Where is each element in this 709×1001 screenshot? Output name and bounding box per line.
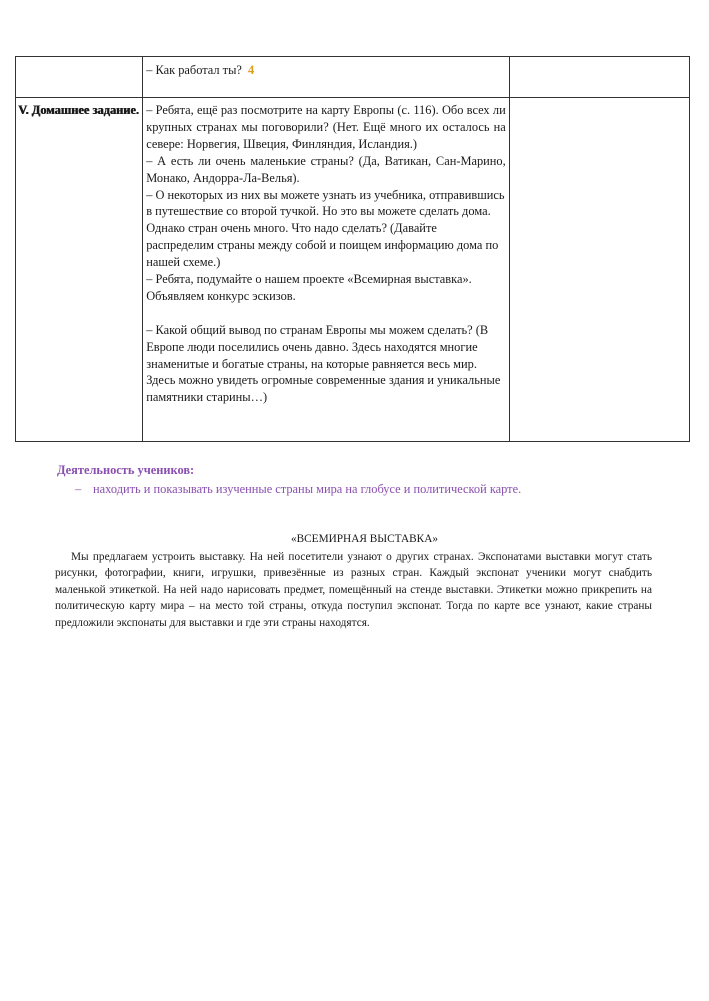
content-cell (143, 57, 510, 98)
paragraph: – Ребята, ещё раз посмотрите на карту Европы (с. 116). Обо всех ли крупных странах мы поговорили? (Нет. Ещё много их осталось на севере: Норвегия, Швеция, Финляндия, Исландия.) (146, 103, 506, 151)
content-cell (143, 98, 510, 442)
paragraph: – Какой общий вывод по странам Европы мы можем сделать? (В Европе люди поселились очень давно. Здесь находятся многие знаменитые и богатые страны, на которые равняется весь мир. Здесь можно увидеть огромные современные здания и уникальные памятники старины…) (146, 322, 501, 405)
notes-cell (509, 57, 689, 98)
list-item-text: находить и показывать изученные страны мира на глобусе и политической карте. (93, 482, 522, 496)
notes-text (510, 98, 689, 104)
activity-title: Деятельность учеников: (57, 463, 195, 477)
table-row (16, 57, 690, 98)
exhibition-section (55, 531, 652, 632)
section-title: «ВСЕМИРНАЯ ВЫСТАВКА» (290, 533, 439, 545)
section-text: Мы предлагаем устроить выставку. На ней посетители узнают о других странах. Экспонатами выставки могут стать рисунки, фотографии, книги, игрушки, привезённые из разных стран. Каждый экспонат ученики могут снабдить маленькой этикеткой. На ней надо нарисовать предмет, помещённый на стенде выставки. Этикетки можно прикрепить на политическую карту мира – на место той страны, откуда поступил экспонат. Тогда по карте все узнают, какие страны предложили экспонаты для выставки и где эти страны находятся. (55, 550, 652, 629)
list-item (75, 481, 677, 497)
spacer (146, 305, 506, 322)
stage-label: V. Домашнее задание. (18, 103, 139, 117)
question-text: – Как работал ты? (146, 63, 242, 77)
dash-bullet-icon: – (75, 482, 82, 496)
stage-cell (16, 57, 143, 98)
table-row (16, 98, 690, 442)
stage-label (16, 57, 142, 61)
notes-text (510, 57, 689, 64)
paragraph: – О некоторых из них вы можете узнать из учебника, отправившись в путешествие со второй тучкой. Но это вы можете сделать дома. Однако стран очень много. Что надо сделать? (Давайте распределим страны между собой и поищем информацию дома по нашей схеме.) (146, 187, 505, 270)
score-value: 4 (247, 63, 255, 77)
lesson-plan-table (15, 56, 690, 442)
paragraph: – Ребята, подумайте о нашем проекте «Всемирная выставка». Объявляем конкурс эскизов. (146, 272, 472, 303)
student-activity-section (57, 462, 677, 497)
paragraph: – А есть ли очень маленькие страны? (Да, Ватикан, Сан-Марино, Монако, Андорра-Ла-Велья). (146, 153, 506, 185)
notes-cell (509, 98, 689, 442)
stage-cell (16, 98, 143, 442)
